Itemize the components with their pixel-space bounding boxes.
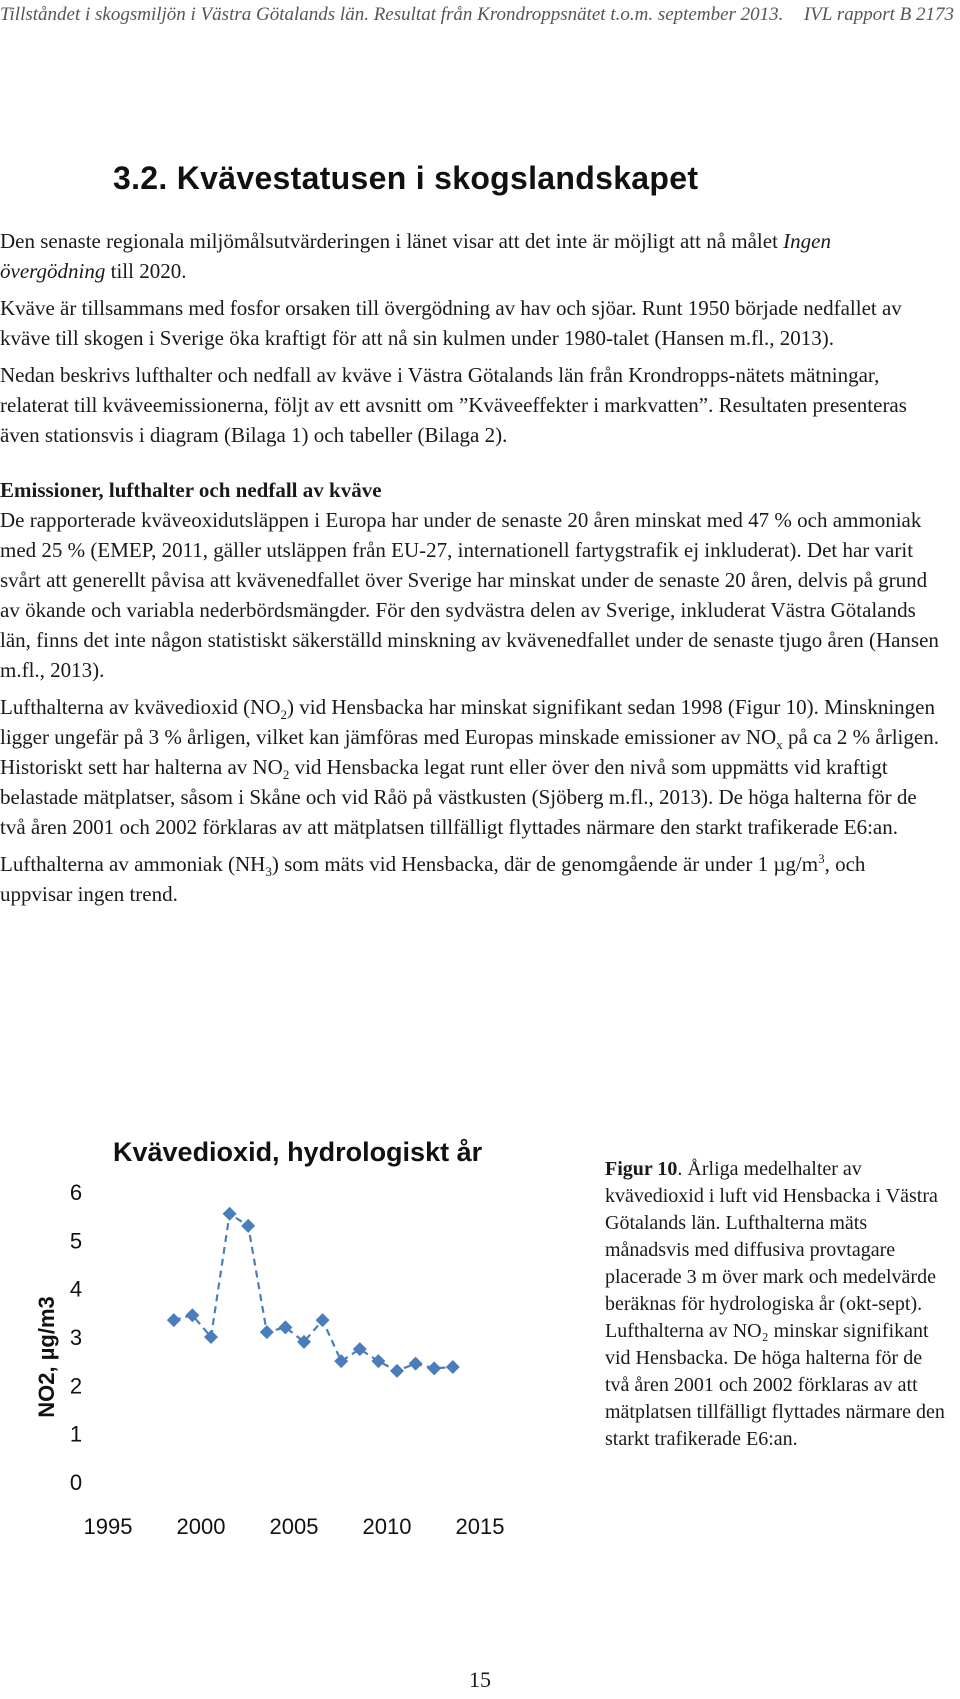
page-number: 15 xyxy=(469,1667,491,1692)
data-point xyxy=(427,1361,441,1375)
y-axis-title: NO2, µg/m3 xyxy=(34,1296,59,1418)
x-tick-label: 2000 xyxy=(176,1514,226,1539)
y-tick-label: 1 xyxy=(69,1421,83,1447)
header-report-title: Tillståndet i skogsmiljön i Västra Götalands län. Resultat från Krondroppsnätet t.o.m. september 2013. xyxy=(0,4,784,25)
paragraph-history: Kväve är tillsammans med fosfor orsaken till övergödning av hav och sjöar. Runt 1950 började nedfallet av kväve till skogen i Sverige öka kraftigt för att nå sin kulmen under 1980-talet (Hansen m.fl., 2013). xyxy=(0,296,902,350)
subscript: x xyxy=(776,737,783,753)
running-header xyxy=(0,4,960,28)
goal-name: Ingen övergödning xyxy=(0,229,831,283)
x-tick-label: 2015 xyxy=(455,1514,505,1539)
series-markers xyxy=(167,1207,460,1378)
subscript: 3 xyxy=(265,864,272,880)
body-text xyxy=(0,226,940,916)
section-title: 3.2. Kvävestatusen i skogslandskapet xyxy=(113,160,699,196)
data-point xyxy=(223,1207,237,1221)
y-tick-label: 4 xyxy=(69,1276,83,1302)
paragraph-text: Lufthalterna av kvävedioxid (NO xyxy=(0,695,281,719)
paragraph-text: på ca 2 % årligen. Historiskt sett har halterna av NO xyxy=(0,725,939,779)
paragraph-ammonia xyxy=(0,849,940,909)
x-tick-label: 1995 xyxy=(83,1514,133,1539)
y-tick-label: 2 xyxy=(69,1373,83,1399)
figure-caption-text: . Årliga medelhalter av kvävedioxid i luft vid Hensbacka i Västra Götalands län. Lufthalterna mäts månadsvis med diffusiva provtagare placerade 3 m över mark och medelvärde beräknas för hydrologiska år (okt-sept). Lufthalterna av NO₂ minskar signifikant vid Hensbacka. De höga halterna för de två åren 2001 och 2002 förklaras av att mätplatsen tillfälligt flyttades närmare den starkt trafikerade E6:an. xyxy=(605,1158,945,1450)
data-point xyxy=(371,1354,385,1368)
data-point xyxy=(409,1357,423,1371)
chart-title: Kvävedioxid, hydrologiskt år xyxy=(113,1137,483,1167)
x-tick-label: 2010 xyxy=(362,1514,412,1539)
x-tick-label: 2005 xyxy=(269,1514,319,1539)
paragraph-overview: Nedan beskrivs lufthalter och nedfall av kväve i Västra Götalands län från Krondropps-nätets mätningar, relaterat till kväveemissionerna, följt av ett avsnitt om ”Kväveeffekter i markvatten”. Resultaten presenteras även stationsvis i diagram (Bilaga 1) och tabeller (Bilaga 2). xyxy=(0,363,907,447)
paragraph-text: , och uppvisar ingen trend. xyxy=(0,852,866,906)
subheading-emissions: Emissioner, lufthalter och nedfall av kväve xyxy=(0,478,382,502)
data-point xyxy=(260,1325,274,1339)
x-tick-labels xyxy=(84,1514,505,1539)
data-point xyxy=(446,1360,460,1374)
paragraph-text: ) som mäts vid Hensbacka, där de genomgående är under 1 µg/m xyxy=(271,852,819,876)
figure-label: Figur 10 xyxy=(605,1158,678,1180)
data-point xyxy=(241,1219,255,1233)
subscript: 2 xyxy=(280,707,287,723)
paragraph-text: ) vid Hensbacka har minskat signifikant sedan 1998 (Figur 10). Minskningen ligger ungefär på 3 % årligen, vilket kan jämföras med Europas minskade emissioner av NO xyxy=(0,695,935,749)
header-report-number: IVL rapport B 2173 xyxy=(803,4,954,25)
data-point xyxy=(334,1354,348,1368)
subscript: 2 xyxy=(282,767,290,783)
data-point xyxy=(390,1364,404,1378)
paragraph-text: till 2020. xyxy=(105,259,187,283)
paragraph-emissions: De rapporterade kväveoxidutsläppen i Europa har under de senaste 20 åren minskat med 47 % och ammoniak med 25 % (EMEP, 2011, gäller utsläppen från EU-27, internationell fartygstrafik ej inkluderat). Det har varit svårt att generellt påvisa att kvävenedfallet över Sverige har minskat under de senaste 20 åren, delvis på grund av ökande och variabla nederbördsmängder. För den sydvästra delen av Sverige, inkluderat Västra Götalands län, finns det inte någon statistiskt säkerställd minskning av kvävenedfallet under de senaste tjugo åren (Hansen m.fl., 2013). xyxy=(0,508,939,682)
no2-chart xyxy=(0,1122,560,1547)
data-point xyxy=(353,1342,367,1356)
data-point xyxy=(316,1313,330,1327)
paragraph-text: Den senaste regionala miljömålsutvärderingen i länet visar att det inte är möjligt att nå målet xyxy=(0,229,784,253)
chart-svg xyxy=(0,1122,560,1547)
series-line xyxy=(174,1214,453,1371)
superscript: 3 xyxy=(818,851,825,866)
paragraph-text: Lufthalterna av ammoniak (NH xyxy=(0,852,266,876)
data-point xyxy=(167,1313,181,1327)
paragraph-goal xyxy=(0,226,940,286)
paragraph-text: vid Hensbacka legat runt eller över den nivå som uppmätts vid kraftigt belastade mätplatser, såsom i Skåne och vid Råö på västkusten (Sjöberg m.fl., 2013). De höga halterna för de två åren 2001 och 2002 förklaras av att mätplatsen tillfälligt flyttades närmare den starkt trafikerade E6:an. xyxy=(0,755,917,839)
figure-caption xyxy=(605,1156,945,1453)
y-tick-label: 3 xyxy=(69,1325,83,1350)
paragraph-no2 xyxy=(0,692,940,842)
y-tick-label: 6 xyxy=(69,1180,83,1205)
y-tick-label: 5 xyxy=(69,1228,83,1254)
y-tick-labels xyxy=(70,1180,82,1495)
y-tick-label: 0 xyxy=(69,1470,83,1495)
